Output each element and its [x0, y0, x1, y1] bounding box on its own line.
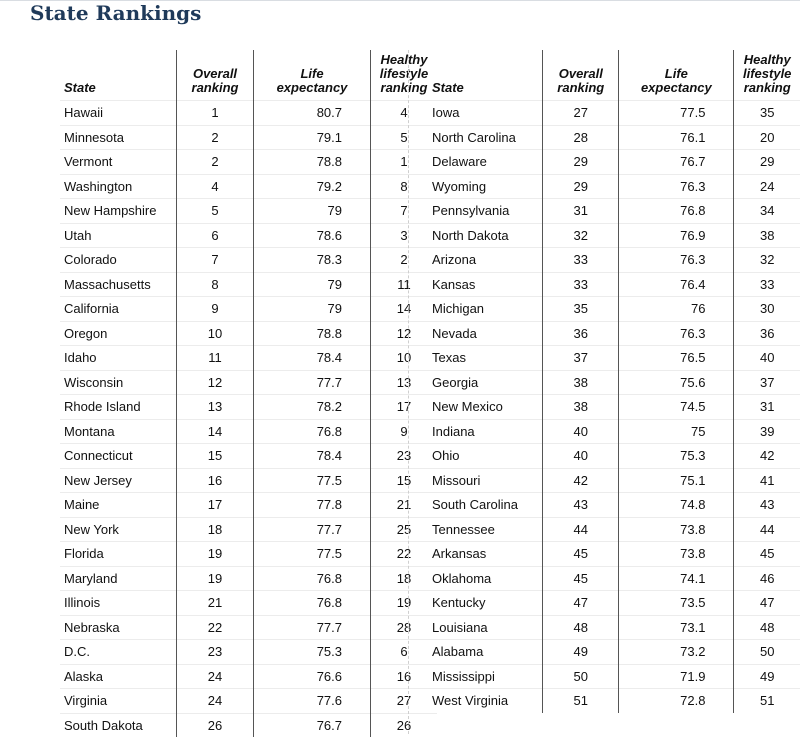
table-row	[60, 174, 437, 199]
cell-healthy-lifestyle-ranking: 16	[371, 664, 438, 689]
cell-overall-ranking: 40	[543, 419, 619, 444]
cell-life-expectancy: 76.4	[619, 272, 734, 297]
cell-healthy-lifestyle-ranking: 30	[734, 297, 800, 322]
cell-healthy-lifestyle-ranking: 28	[371, 615, 438, 640]
cell-state: Vermont	[60, 150, 177, 175]
table-row	[428, 125, 800, 150]
cell-healthy-lifestyle-ranking: 1	[371, 150, 438, 175]
table-row	[60, 125, 437, 150]
cell-state: Kentucky	[428, 591, 543, 616]
cell-healthy-lifestyle-ranking: 15	[371, 468, 438, 493]
table-row	[60, 419, 437, 444]
cell-overall-ranking: 18	[177, 517, 254, 542]
table-row	[60, 248, 437, 273]
table-row	[60, 370, 437, 395]
cell-overall-ranking: 45	[543, 566, 619, 591]
table-row	[60, 664, 437, 689]
cell-life-expectancy: 76.9	[619, 223, 734, 248]
cell-overall-ranking: 8	[177, 272, 254, 297]
table-row	[60, 542, 437, 567]
cell-state: Washington	[60, 174, 177, 199]
cell-life-expectancy: 76.3	[619, 248, 734, 273]
cell-state: New Mexico	[428, 395, 543, 420]
cell-overall-ranking: 33	[543, 272, 619, 297]
cell-healthy-lifestyle-ranking: 8	[371, 174, 438, 199]
cell-life-expectancy: 75.3	[254, 640, 371, 665]
cell-overall-ranking: 15	[177, 444, 254, 469]
cell-overall-ranking: 26	[177, 713, 254, 737]
table-row	[60, 223, 437, 248]
cell-healthy-lifestyle-ranking: 6	[371, 640, 438, 665]
cell-life-expectancy: 77.6	[254, 689, 371, 714]
cell-state: Indiana	[428, 419, 543, 444]
table-row	[428, 370, 800, 395]
cell-healthy-lifestyle-ranking: 20	[734, 125, 800, 150]
table-row	[428, 272, 800, 297]
cell-overall-ranking: 40	[543, 444, 619, 469]
table-row	[428, 150, 800, 175]
table-row	[428, 591, 800, 616]
cell-life-expectancy: 76.8	[254, 591, 371, 616]
cell-healthy-lifestyle-ranking: 24	[734, 174, 800, 199]
cell-overall-ranking: 5	[177, 199, 254, 224]
cell-healthy-lifestyle-ranking: 42	[734, 444, 800, 469]
cell-state: North Carolina	[428, 125, 543, 150]
cell-healthy-lifestyle-ranking: 29	[734, 150, 800, 175]
cell-healthy-lifestyle-ranking: 51	[734, 689, 800, 713]
cell-healthy-lifestyle-ranking: 13	[371, 370, 438, 395]
cell-healthy-lifestyle-ranking: 44	[734, 517, 800, 542]
cell-overall-ranking: 33	[543, 248, 619, 273]
table-row	[60, 444, 437, 469]
cell-healthy-lifestyle-ranking: 3	[371, 223, 438, 248]
cell-state: Idaho	[60, 346, 177, 371]
rankings-table-right	[428, 50, 800, 713]
cell-state: Oregon	[60, 321, 177, 346]
table-row	[428, 493, 800, 518]
cell-overall-ranking: 36	[543, 321, 619, 346]
table-row	[60, 346, 437, 371]
cell-state: Utah	[60, 223, 177, 248]
cell-life-expectancy: 76.6	[254, 664, 371, 689]
table-row	[60, 199, 437, 224]
table-row	[428, 689, 800, 713]
cell-healthy-lifestyle-ranking: 5	[371, 125, 438, 150]
table-row	[60, 713, 437, 737]
table-row	[60, 689, 437, 714]
table-row	[60, 272, 437, 297]
cell-healthy-lifestyle-ranking: 40	[734, 346, 800, 371]
cell-healthy-lifestyle-ranking: 45	[734, 542, 800, 567]
cell-life-expectancy: 77.5	[254, 542, 371, 567]
cell-overall-ranking: 51	[543, 689, 619, 713]
cell-state: Montana	[60, 419, 177, 444]
cell-life-expectancy: 76.5	[619, 346, 734, 371]
cell-overall-ranking: 28	[543, 125, 619, 150]
cell-overall-ranking: 29	[543, 150, 619, 175]
cell-overall-ranking: 32	[543, 223, 619, 248]
cell-life-expectancy: 72.8	[619, 689, 734, 713]
cell-healthy-lifestyle-ranking: 27	[371, 689, 438, 714]
cell-overall-ranking: 19	[177, 566, 254, 591]
cell-state: Iowa	[428, 101, 543, 126]
header-healthy-lifestyle-ranking: Healthy lifestyle ranking	[371, 50, 438, 101]
cell-healthy-lifestyle-ranking: 49	[734, 664, 800, 689]
cell-state: North Dakota	[428, 223, 543, 248]
cell-state: Ohio	[428, 444, 543, 469]
cell-overall-ranking: 48	[543, 615, 619, 640]
cell-state: Arizona	[428, 248, 543, 273]
cell-healthy-lifestyle-ranking: 41	[734, 468, 800, 493]
cell-life-expectancy: 75.1	[619, 468, 734, 493]
cell-healthy-lifestyle-ranking: 14	[371, 297, 438, 322]
cell-state: Hawaii	[60, 101, 177, 126]
cell-life-expectancy: 74.1	[619, 566, 734, 591]
cell-life-expectancy: 79	[254, 199, 371, 224]
cell-life-expectancy: 77.7	[254, 517, 371, 542]
table-row	[428, 321, 800, 346]
cell-healthy-lifestyle-ranking: 47	[734, 591, 800, 616]
cell-life-expectancy: 71.9	[619, 664, 734, 689]
cell-state: Mississippi	[428, 664, 543, 689]
cell-life-expectancy: 76.8	[254, 419, 371, 444]
cell-state: Texas	[428, 346, 543, 371]
cell-overall-ranking: 4	[177, 174, 254, 199]
cell-state: Michigan	[428, 297, 543, 322]
cell-overall-ranking: 2	[177, 150, 254, 175]
cell-overall-ranking: 21	[177, 591, 254, 616]
header-state: State	[428, 50, 543, 101]
table-row	[428, 566, 800, 591]
cell-life-expectancy: 75.6	[619, 370, 734, 395]
rankings-table-right-wrap	[428, 50, 800, 713]
cell-state: Connecticut	[60, 444, 177, 469]
cell-life-expectancy: 75.3	[619, 444, 734, 469]
cell-overall-ranking: 42	[543, 468, 619, 493]
cell-healthy-lifestyle-ranking: 17	[371, 395, 438, 420]
table-row	[60, 615, 437, 640]
rankings-table-left-wrap	[60, 50, 437, 737]
cell-life-expectancy: 76	[619, 297, 734, 322]
column-divider	[408, 50, 409, 734]
cell-overall-ranking: 13	[177, 395, 254, 420]
cell-overall-ranking: 45	[543, 542, 619, 567]
cell-life-expectancy: 75	[619, 419, 734, 444]
cell-overall-ranking: 35	[543, 297, 619, 322]
cell-state: Tennessee	[428, 517, 543, 542]
table-row	[428, 419, 800, 444]
cell-state: West Virginia	[428, 689, 543, 713]
cell-life-expectancy: 79.1	[254, 125, 371, 150]
cell-life-expectancy: 77.7	[254, 615, 371, 640]
cell-state: Missouri	[428, 468, 543, 493]
table-row	[428, 248, 800, 273]
cell-state: California	[60, 297, 177, 322]
table-row	[60, 566, 437, 591]
cell-healthy-lifestyle-ranking: 37	[734, 370, 800, 395]
cell-state: Pennsylvania	[428, 199, 543, 224]
table-row	[428, 223, 800, 248]
table-row	[60, 640, 437, 665]
cell-life-expectancy: 76.8	[619, 199, 734, 224]
cell-overall-ranking: 9	[177, 297, 254, 322]
table-row	[60, 395, 437, 420]
table-row	[428, 640, 800, 665]
cell-state: New York	[60, 517, 177, 542]
cell-life-expectancy: 76.7	[254, 713, 371, 737]
cell-life-expectancy: 79	[254, 297, 371, 322]
cell-state: Colorado	[60, 248, 177, 273]
table-row	[60, 493, 437, 518]
table-row	[428, 468, 800, 493]
cell-life-expectancy: 78.8	[254, 321, 371, 346]
cell-state: Oklahoma	[428, 566, 543, 591]
cell-overall-ranking: 6	[177, 223, 254, 248]
table-row	[60, 468, 437, 493]
cell-life-expectancy: 74.5	[619, 395, 734, 420]
cell-life-expectancy: 79	[254, 272, 371, 297]
cell-healthy-lifestyle-ranking: 21	[371, 493, 438, 518]
cell-overall-ranking: 7	[177, 248, 254, 273]
cell-overall-ranking: 49	[543, 640, 619, 665]
cell-healthy-lifestyle-ranking: 32	[734, 248, 800, 273]
cell-state: Illinois	[60, 591, 177, 616]
rankings-table-left	[60, 50, 437, 737]
cell-state: New Jersey	[60, 468, 177, 493]
cell-healthy-lifestyle-ranking: 12	[371, 321, 438, 346]
cell-healthy-lifestyle-ranking: 35	[734, 101, 800, 126]
table-row	[428, 615, 800, 640]
table-row	[428, 542, 800, 567]
cell-healthy-lifestyle-ranking: 7	[371, 199, 438, 224]
cell-life-expectancy: 78.4	[254, 346, 371, 371]
cell-healthy-lifestyle-ranking: 39	[734, 419, 800, 444]
cell-state: Maine	[60, 493, 177, 518]
cell-state: Kansas	[428, 272, 543, 297]
header-healthy-lifestyle-ranking: Healthy lifestyle ranking	[734, 50, 800, 101]
cell-state: Virginia	[60, 689, 177, 714]
cell-overall-ranking: 37	[543, 346, 619, 371]
cell-overall-ranking: 10	[177, 321, 254, 346]
table-body-right	[428, 101, 800, 713]
table-row	[428, 395, 800, 420]
table-row	[428, 664, 800, 689]
cell-state: New Hampshire	[60, 199, 177, 224]
table-row	[428, 297, 800, 322]
cell-healthy-lifestyle-ranking: 25	[371, 517, 438, 542]
cell-healthy-lifestyle-ranking: 33	[734, 272, 800, 297]
cell-overall-ranking: 27	[543, 101, 619, 126]
cell-life-expectancy: 78.6	[254, 223, 371, 248]
cell-life-expectancy: 78.3	[254, 248, 371, 273]
table-row	[60, 591, 437, 616]
cell-state: Florida	[60, 542, 177, 567]
cell-state: South Carolina	[428, 493, 543, 518]
table-header-row	[60, 50, 437, 101]
cell-overall-ranking: 11	[177, 346, 254, 371]
cell-state: South Dakota	[60, 713, 177, 737]
cell-life-expectancy: 78.4	[254, 444, 371, 469]
header-state: State	[60, 50, 177, 101]
table-row	[428, 346, 800, 371]
cell-healthy-lifestyle-ranking: 36	[734, 321, 800, 346]
cell-overall-ranking: 24	[177, 689, 254, 714]
cell-healthy-lifestyle-ranking: 22	[371, 542, 438, 567]
table-body-left	[60, 101, 437, 737]
cell-state: Massachusetts	[60, 272, 177, 297]
header-overall-ranking: Overall ranking	[543, 50, 619, 101]
cell-healthy-lifestyle-ranking: 23	[371, 444, 438, 469]
table-row	[428, 174, 800, 199]
cell-healthy-lifestyle-ranking: 2	[371, 248, 438, 273]
cell-state: Arkansas	[428, 542, 543, 567]
cell-life-expectancy: 76.8	[254, 566, 371, 591]
cell-overall-ranking: 29	[543, 174, 619, 199]
table-row	[60, 101, 437, 126]
cell-life-expectancy: 73.8	[619, 542, 734, 567]
cell-overall-ranking: 1	[177, 101, 254, 126]
cell-overall-ranking: 12	[177, 370, 254, 395]
cell-healthy-lifestyle-ranking: 18	[371, 566, 438, 591]
cell-overall-ranking: 44	[543, 517, 619, 542]
cell-life-expectancy: 73.5	[619, 591, 734, 616]
cell-state: Nebraska	[60, 615, 177, 640]
cell-overall-ranking: 31	[543, 199, 619, 224]
cell-overall-ranking: 47	[543, 591, 619, 616]
cell-overall-ranking: 22	[177, 615, 254, 640]
cell-overall-ranking: 50	[543, 664, 619, 689]
cell-healthy-lifestyle-ranking: 11	[371, 272, 438, 297]
cell-life-expectancy: 76.7	[619, 150, 734, 175]
table-row	[60, 297, 437, 322]
cell-life-expectancy: 76.3	[619, 174, 734, 199]
cell-state: Minnesota	[60, 125, 177, 150]
cell-life-expectancy: 77.5	[254, 468, 371, 493]
cell-healthy-lifestyle-ranking: 48	[734, 615, 800, 640]
cell-life-expectancy: 77.7	[254, 370, 371, 395]
cell-overall-ranking: 2	[177, 125, 254, 150]
cell-overall-ranking: 38	[543, 395, 619, 420]
cell-state: Wisconsin	[60, 370, 177, 395]
cell-life-expectancy: 80.7	[254, 101, 371, 126]
cell-healthy-lifestyle-ranking: 10	[371, 346, 438, 371]
cell-overall-ranking: 19	[177, 542, 254, 567]
cell-life-expectancy: 76.3	[619, 321, 734, 346]
cell-state: Delaware	[428, 150, 543, 175]
cell-state: Rhode Island	[60, 395, 177, 420]
table-row	[428, 199, 800, 224]
cell-state: Maryland	[60, 566, 177, 591]
cell-state: Louisiana	[428, 615, 543, 640]
table-header-row	[428, 50, 800, 101]
cell-overall-ranking: 14	[177, 419, 254, 444]
cell-healthy-lifestyle-ranking: 38	[734, 223, 800, 248]
cell-state: Georgia	[428, 370, 543, 395]
cell-life-expectancy: 77.8	[254, 493, 371, 518]
cell-healthy-lifestyle-ranking: 9	[371, 419, 438, 444]
table-row	[428, 444, 800, 469]
table-row	[60, 150, 437, 175]
cell-healthy-lifestyle-ranking: 26	[371, 713, 438, 737]
cell-state: D.C.	[60, 640, 177, 665]
cell-state: Alaska	[60, 664, 177, 689]
cell-state: Alabama	[428, 640, 543, 665]
header-overall-ranking: Overall ranking	[177, 50, 254, 101]
cell-overall-ranking: 43	[543, 493, 619, 518]
cell-overall-ranking: 17	[177, 493, 254, 518]
cell-life-expectancy: 76.1	[619, 125, 734, 150]
cell-healthy-lifestyle-ranking: 34	[734, 199, 800, 224]
cell-healthy-lifestyle-ranking: 50	[734, 640, 800, 665]
cell-healthy-lifestyle-ranking: 43	[734, 493, 800, 518]
cell-life-expectancy: 79.2	[254, 174, 371, 199]
cell-overall-ranking: 16	[177, 468, 254, 493]
cell-state: Nevada	[428, 321, 543, 346]
cell-state: Wyoming	[428, 174, 543, 199]
cell-life-expectancy: 74.8	[619, 493, 734, 518]
header-life-expectancy: Life expectancy	[619, 50, 734, 101]
header-life-expectancy: Life expectancy	[254, 50, 371, 101]
cell-healthy-lifestyle-ranking: 31	[734, 395, 800, 420]
cell-overall-ranking: 23	[177, 640, 254, 665]
cell-life-expectancy: 77.5	[619, 101, 734, 126]
cell-overall-ranking: 38	[543, 370, 619, 395]
cell-life-expectancy: 73.2	[619, 640, 734, 665]
table-row	[60, 517, 437, 542]
cell-healthy-lifestyle-ranking: 4	[371, 101, 438, 126]
table-row	[428, 101, 800, 126]
cell-life-expectancy: 78.2	[254, 395, 371, 420]
cell-life-expectancy: 73.1	[619, 615, 734, 640]
table-row	[60, 321, 437, 346]
page-title: State Rankings	[30, 0, 201, 26]
cell-overall-ranking: 24	[177, 664, 254, 689]
cell-healthy-lifestyle-ranking: 46	[734, 566, 800, 591]
table-row	[428, 517, 800, 542]
cell-life-expectancy: 78.8	[254, 150, 371, 175]
cell-healthy-lifestyle-ranking: 19	[371, 591, 438, 616]
cell-life-expectancy: 73.8	[619, 517, 734, 542]
